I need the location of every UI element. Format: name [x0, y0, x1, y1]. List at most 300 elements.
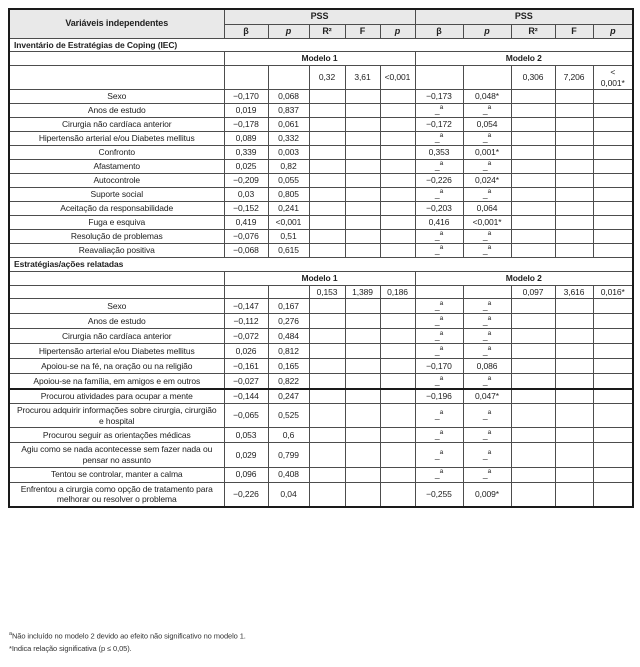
- model2-r2-empty: [511, 146, 555, 160]
- model1-pfit-empty: [380, 132, 415, 146]
- model1-p: 0,6: [268, 428, 309, 443]
- header-row-groups: [9, 9, 633, 24]
- model2-r2-empty: [511, 299, 555, 314]
- model1-p: 0,408: [268, 467, 309, 482]
- model1-beta: −0,065: [224, 404, 268, 428]
- model2-f-empty: [555, 374, 593, 389]
- model2-p: _$^a$: [463, 244, 511, 258]
- model1-beta: −0,144: [224, 389, 268, 404]
- model1-pfit-empty: [380, 160, 415, 174]
- model2-f-empty: [555, 202, 593, 216]
- model2-p: 0,009*: [463, 482, 511, 507]
- not-included-marker: a: [439, 314, 444, 322]
- model1-beta: 0,026: [224, 344, 268, 359]
- model2-pfit-empty: [593, 216, 633, 230]
- not-included-marker: a: [487, 429, 492, 437]
- model2-p: 0,054: [463, 118, 511, 132]
- variable-row: [9, 104, 633, 118]
- model1-beta: −0,161: [224, 359, 268, 374]
- model2-p: 0,047*: [463, 389, 511, 404]
- model1-r2-empty: [309, 443, 345, 467]
- variable-label: Agiu como se nada acontecesse sem fazer nada ou pensar no assunto: [9, 443, 224, 467]
- model2-pfit-empty: [593, 146, 633, 160]
- model1-pfit-empty: [380, 467, 415, 482]
- variable-label: Hipertensão arterial e/ou Diabetes mellitus: [9, 132, 224, 146]
- model1-r2-empty: [309, 90, 345, 104]
- section-header-row: [9, 38, 633, 52]
- model1-r2-empty: [309, 216, 345, 230]
- model2-p-empty: [463, 285, 511, 299]
- model1-f-empty: [345, 443, 380, 467]
- model1-f-empty: [345, 104, 380, 118]
- section-header-row: [9, 258, 633, 272]
- model2-p: _$^a$: [463, 404, 511, 428]
- variable-row: [9, 188, 633, 202]
- model1-p: 0,003: [268, 146, 309, 160]
- variable-row: [9, 202, 633, 216]
- model1-f-empty: [345, 230, 380, 244]
- model2-p: _$^a$: [463, 329, 511, 344]
- model2-pfit-empty: [593, 359, 633, 374]
- model1-p: 0,241: [268, 202, 309, 216]
- not-included-marker: a: [439, 374, 444, 382]
- model2-pfit-empty: [593, 132, 633, 146]
- model2-beta: −0,170: [415, 359, 463, 374]
- model2-f-empty: [555, 329, 593, 344]
- model1-beta: −0,170: [224, 90, 268, 104]
- model2-f-empty: [555, 160, 593, 174]
- variable-row: [9, 359, 633, 374]
- not-included-marker: a: [439, 132, 444, 140]
- model2-r2-empty: [511, 374, 555, 389]
- model1-f-empty: [345, 216, 380, 230]
- variable-label: Procurou adquirir informações sobre cirurgia, cirurgião e hospital: [9, 404, 224, 428]
- model1-f-empty: [345, 244, 380, 258]
- model2-pfit-empty: [593, 244, 633, 258]
- model1-f-empty: [345, 428, 380, 443]
- variable-row: [9, 118, 633, 132]
- model1-pfit-empty: [380, 482, 415, 507]
- model1-pfit-empty: [380, 146, 415, 160]
- model2-r2-empty: [511, 443, 555, 467]
- col-header-f-2: F: [555, 24, 593, 38]
- not-included-marker: a: [487, 160, 492, 168]
- model1-beta: −0,147: [224, 299, 268, 314]
- model2-f: 3,616: [555, 285, 593, 299]
- variable-label: Autocontrole: [9, 174, 224, 188]
- model2-pfit-empty: [593, 329, 633, 344]
- model2-beta: _$^a$: [415, 404, 463, 428]
- not-included-marker: a: [439, 344, 444, 352]
- model2-p: 0,001*: [463, 146, 511, 160]
- not-included-marker: a: [487, 374, 492, 382]
- model1-r2-empty: [309, 118, 345, 132]
- model2-beta: _$^a$: [415, 344, 463, 359]
- model2-f-empty: [555, 230, 593, 244]
- model-stats-row: [9, 285, 633, 299]
- model2-r2-empty: [511, 404, 555, 428]
- model2-p: _$^a$: [463, 467, 511, 482]
- model2-pfit-empty: [593, 174, 633, 188]
- model1-r2: 0,153: [309, 285, 345, 299]
- col-header-p2-2: p: [593, 24, 633, 38]
- model1-p-value: 0,186: [380, 285, 415, 299]
- model1-r2-empty: [309, 146, 345, 160]
- model2-pfit-empty: [593, 467, 633, 482]
- model2-pfit-empty: [593, 299, 633, 314]
- not-included-marker: a: [487, 299, 492, 307]
- model1-f-empty: [345, 118, 380, 132]
- model2-f-empty: [555, 174, 593, 188]
- model2-f-empty: [555, 344, 593, 359]
- model2-p: 0,048*: [463, 90, 511, 104]
- model2-f-empty: [555, 146, 593, 160]
- model2-p: _$^a$: [463, 188, 511, 202]
- model1-f-empty: [345, 467, 380, 482]
- col-header-pss-model2: PSS: [415, 9, 633, 24]
- not-included-marker: a: [439, 160, 444, 168]
- footnotes: [9, 630, 246, 655]
- model2-beta: −0,203: [415, 202, 463, 216]
- model1-pfit-empty: [380, 404, 415, 428]
- model1-f-empty: [345, 344, 380, 359]
- model-labels-row: [9, 271, 633, 285]
- model1-r2-empty: [309, 104, 345, 118]
- variable-label: Afastamento: [9, 160, 224, 174]
- model1-p: 0,484: [268, 329, 309, 344]
- model1-p-empty: [268, 66, 309, 90]
- model1-p: 0,799: [268, 443, 309, 467]
- model2-r2-empty: [511, 90, 555, 104]
- not-included-marker: a: [487, 329, 492, 337]
- model2-r2-empty: [511, 389, 555, 404]
- variable-row: [9, 299, 633, 314]
- col-header-r2-1: R²: [309, 24, 345, 38]
- model2-r2-empty: [511, 202, 555, 216]
- not-included-marker: a: [487, 448, 492, 456]
- model2-label: Modelo 2: [415, 52, 633, 66]
- model1-p: 0,332: [268, 132, 309, 146]
- model2-beta: _$^a$: [415, 104, 463, 118]
- model2-r2-empty: [511, 329, 555, 344]
- model2-beta: _$^a$: [415, 299, 463, 314]
- model2-beta: _$^a$: [415, 329, 463, 344]
- model1-r2-empty: [309, 344, 345, 359]
- model1-r2-empty: [309, 329, 345, 344]
- not-included-marker: a: [439, 230, 444, 238]
- footnote-star-marker: *: [9, 643, 12, 653]
- model2-pfit-empty: [593, 118, 633, 132]
- model1-pfit-empty: [380, 104, 415, 118]
- model2-f-empty: [555, 404, 593, 428]
- variable-label: Confronto: [9, 146, 224, 160]
- model1-beta: 0,029: [224, 443, 268, 467]
- model1-r2-empty: [309, 202, 345, 216]
- model2-f-empty: [555, 118, 593, 132]
- model2-p-value: < 0,001*: [593, 66, 633, 90]
- model1-p: 0,276: [268, 314, 309, 329]
- model1-beta: −0,178: [224, 118, 268, 132]
- variable-label: Procurou seguir as orientações médicas: [9, 428, 224, 443]
- variable-label: Apoiou-se na família, em amigos e em outros: [9, 374, 224, 389]
- not-included-marker: a: [487, 468, 492, 476]
- model-row-spacer: [9, 271, 224, 285]
- model1-p: 0,165: [268, 359, 309, 374]
- model1-label: Modelo 1: [224, 271, 415, 285]
- model1-f-empty: [345, 299, 380, 314]
- model2-p: 0,024*: [463, 174, 511, 188]
- model-labels-row: [9, 52, 633, 66]
- model1-f-empty: [345, 359, 380, 374]
- variable-row: [9, 344, 633, 359]
- variable-label: Apoiou-se na fé, na oração ou na religião: [9, 359, 224, 374]
- model2-f-empty: [555, 104, 593, 118]
- model1-p: 0,812: [268, 344, 309, 359]
- model2-f-empty: [555, 244, 593, 258]
- model1-beta: 0,019: [224, 104, 268, 118]
- model2-r2-empty: [511, 344, 555, 359]
- model1-pfit-empty: [380, 359, 415, 374]
- model2-pfit-empty: [593, 160, 633, 174]
- model2-p: 0,064: [463, 202, 511, 216]
- model2-r2-empty: [511, 174, 555, 188]
- not-included-marker: a: [487, 132, 492, 140]
- model1-r2-empty: [309, 188, 345, 202]
- model2-beta: _$^a$: [415, 428, 463, 443]
- model1-f-empty: [345, 188, 380, 202]
- variable-row: [9, 314, 633, 329]
- model1-p: 0,061: [268, 118, 309, 132]
- col-header-variables: Variáveis independentes: [9, 9, 224, 38]
- model2-beta: _$^a$: [415, 132, 463, 146]
- model2-pfit-empty: [593, 314, 633, 329]
- model2-f-empty: [555, 467, 593, 482]
- variable-row: [9, 174, 633, 188]
- model1-p: 0,805: [268, 188, 309, 202]
- model2-p: _$^a$: [463, 344, 511, 359]
- model1-beta: −0,027: [224, 374, 268, 389]
- model2-p: _$^a$: [463, 160, 511, 174]
- model2-pfit-empty: [593, 374, 633, 389]
- model2-beta-empty: [415, 285, 463, 299]
- model1-f-empty: [345, 202, 380, 216]
- not-included-marker: a: [439, 468, 444, 476]
- model2-r2-empty: [511, 244, 555, 258]
- variable-row: [9, 404, 633, 428]
- model1-pfit-empty: [380, 314, 415, 329]
- model1-beta: −0,152: [224, 202, 268, 216]
- model2-beta: −0,226: [415, 174, 463, 188]
- model2-f-empty: [555, 299, 593, 314]
- model2-f-empty: [555, 90, 593, 104]
- model1-f-empty: [345, 404, 380, 428]
- model1-f-empty: [345, 314, 380, 329]
- regression-results-table: [8, 8, 634, 508]
- model1-r2-empty: [309, 467, 345, 482]
- model1-beta: −0,068: [224, 244, 268, 258]
- not-included-marker: a: [439, 448, 444, 456]
- model1-p: <0,001: [268, 216, 309, 230]
- model2-r2-empty: [511, 230, 555, 244]
- not-included-marker: a: [487, 188, 492, 196]
- variable-label: Cirurgia não cardíaca anterior: [9, 118, 224, 132]
- model1-beta: 0,419: [224, 216, 268, 230]
- model1-pfit-empty: [380, 389, 415, 404]
- model2-r2-empty: [511, 428, 555, 443]
- model1-r2-empty: [309, 244, 345, 258]
- model2-pfit-empty: [593, 428, 633, 443]
- model2-r2-empty: [511, 467, 555, 482]
- model1-p-value: <0,001: [380, 66, 415, 90]
- col-header-r2-2: R²: [511, 24, 555, 38]
- not-included-marker: a: [439, 429, 444, 437]
- model1-p: 0,837: [268, 104, 309, 118]
- not-included-marker: a: [439, 329, 444, 337]
- model2-pfit-empty: [593, 230, 633, 244]
- model1-pfit-empty: [380, 329, 415, 344]
- model1-p: 0,055: [268, 174, 309, 188]
- model2-f-empty: [555, 216, 593, 230]
- model1-beta: −0,072: [224, 329, 268, 344]
- model2-f-empty: [555, 188, 593, 202]
- model2-f: 7,206: [555, 66, 593, 90]
- variable-row: [9, 389, 633, 404]
- variable-label: Aceitação da responsabilidade: [9, 202, 224, 216]
- variable-label: Fuga e esquiva: [9, 216, 224, 230]
- footnote-star-text: Indica relação significativa (p ≤ 0,05).: [11, 643, 132, 653]
- not-included-marker: a: [487, 230, 492, 238]
- model1-f-empty: [345, 329, 380, 344]
- stats-label-spacer: [9, 66, 224, 90]
- col-header-f-1: F: [345, 24, 380, 38]
- model2-pfit-empty: [593, 443, 633, 467]
- variable-row: [9, 329, 633, 344]
- model1-r2-empty: [309, 174, 345, 188]
- model2-p: 0,086: [463, 359, 511, 374]
- model1-p-empty: [268, 285, 309, 299]
- model2-p: _$^a$: [463, 314, 511, 329]
- model1-beta: 0,053: [224, 428, 268, 443]
- model2-beta: _$^a$: [415, 230, 463, 244]
- model1-beta-empty: [224, 285, 268, 299]
- model1-r2-empty: [309, 132, 345, 146]
- model2-beta: _$^a$: [415, 443, 463, 467]
- model2-beta: −0,255: [415, 482, 463, 507]
- model1-pfit-empty: [380, 90, 415, 104]
- model2-f-empty: [555, 132, 593, 146]
- not-included-marker: a: [487, 409, 492, 417]
- model2-pfit-empty: [593, 482, 633, 507]
- col-header-p2-1: p: [380, 24, 415, 38]
- model1-beta: −0,226: [224, 482, 268, 507]
- model1-pfit-empty: [380, 344, 415, 359]
- model1-f: 3,61: [345, 66, 380, 90]
- model2-p: _$^a$: [463, 299, 511, 314]
- variable-label: Tentou se controlar, manter a calma: [9, 467, 224, 482]
- model2-beta: _$^a$: [415, 188, 463, 202]
- section-title: Estratégias/ações relatadas: [9, 258, 633, 272]
- model1-p: 0,615: [268, 244, 309, 258]
- col-header-p-2: p: [463, 24, 511, 38]
- model1-r2-empty: [309, 359, 345, 374]
- model1-pfit-empty: [380, 230, 415, 244]
- footnote-significance: [9, 643, 246, 655]
- variable-label: Suporte social: [9, 188, 224, 202]
- model2-f-empty: [555, 428, 593, 443]
- variable-row: [9, 374, 633, 389]
- model2-beta-empty: [415, 66, 463, 90]
- model1-pfit-empty: [380, 428, 415, 443]
- model2-r2: 0,097: [511, 285, 555, 299]
- variable-label: Sexo: [9, 90, 224, 104]
- model1-f-empty: [345, 132, 380, 146]
- variable-label: Enfrentou a cirurgia como opção de tratamento para melhorar ou resolver o problema: [9, 482, 224, 507]
- model2-p-empty: [463, 66, 511, 90]
- model1-p: 0,525: [268, 404, 309, 428]
- col-header-pss-model1: PSS: [224, 9, 415, 24]
- model1-r2-empty: [309, 299, 345, 314]
- variable-label: Sexo: [9, 299, 224, 314]
- model1-f-empty: [345, 374, 380, 389]
- model2-f-empty: [555, 389, 593, 404]
- model2-pfit-empty: [593, 404, 633, 428]
- model2-f-empty: [555, 359, 593, 374]
- model1-beta: −0,112: [224, 314, 268, 329]
- model2-beta: −0,172: [415, 118, 463, 132]
- model2-beta: −0,196: [415, 389, 463, 404]
- model1-pfit-empty: [380, 443, 415, 467]
- model2-r2: 0,306: [511, 66, 555, 90]
- model1-label: Modelo 1: [224, 52, 415, 66]
- model1-p: 0,822: [268, 374, 309, 389]
- model1-p: 0,167: [268, 299, 309, 314]
- not-included-marker: a: [439, 188, 444, 196]
- not-included-marker: a: [487, 314, 492, 322]
- model2-beta: _$^a$: [415, 374, 463, 389]
- variable-label: Resolução de problemas: [9, 230, 224, 244]
- model2-pfit-empty: [593, 389, 633, 404]
- variable-label: Anos de estudo: [9, 314, 224, 329]
- model1-p: 0,04: [268, 482, 309, 507]
- model2-beta: _$^a$: [415, 314, 463, 329]
- variable-row: [9, 443, 633, 467]
- variable-label: Hipertensão arterial e/ou Diabetes mellitus: [9, 344, 224, 359]
- model2-r2-empty: [511, 482, 555, 507]
- model1-r2-empty: [309, 404, 345, 428]
- model1-pfit-empty: [380, 118, 415, 132]
- variable-row: [9, 428, 633, 443]
- model2-f-empty: [555, 482, 593, 507]
- model1-beta: −0,209: [224, 174, 268, 188]
- model-stats-row: [9, 66, 633, 90]
- model1-p: 0,51: [268, 230, 309, 244]
- model-row-spacer: [9, 52, 224, 66]
- variable-label: Procurou atividades para ocupar a mente: [9, 389, 224, 404]
- model2-p: _$^a$: [463, 443, 511, 467]
- variable-row: [9, 90, 633, 104]
- model2-f-empty: [555, 443, 593, 467]
- model1-p: 0,068: [268, 90, 309, 104]
- model2-f-empty: [555, 314, 593, 329]
- variable-row: [9, 467, 633, 482]
- variable-row: [9, 244, 633, 258]
- model1-r2-empty: [309, 374, 345, 389]
- model2-p: _$^a$: [463, 374, 511, 389]
- variable-label: Anos de estudo: [9, 104, 224, 118]
- model2-p: <0,001*: [463, 216, 511, 230]
- not-included-marker: a: [439, 244, 444, 252]
- variable-row: [9, 230, 633, 244]
